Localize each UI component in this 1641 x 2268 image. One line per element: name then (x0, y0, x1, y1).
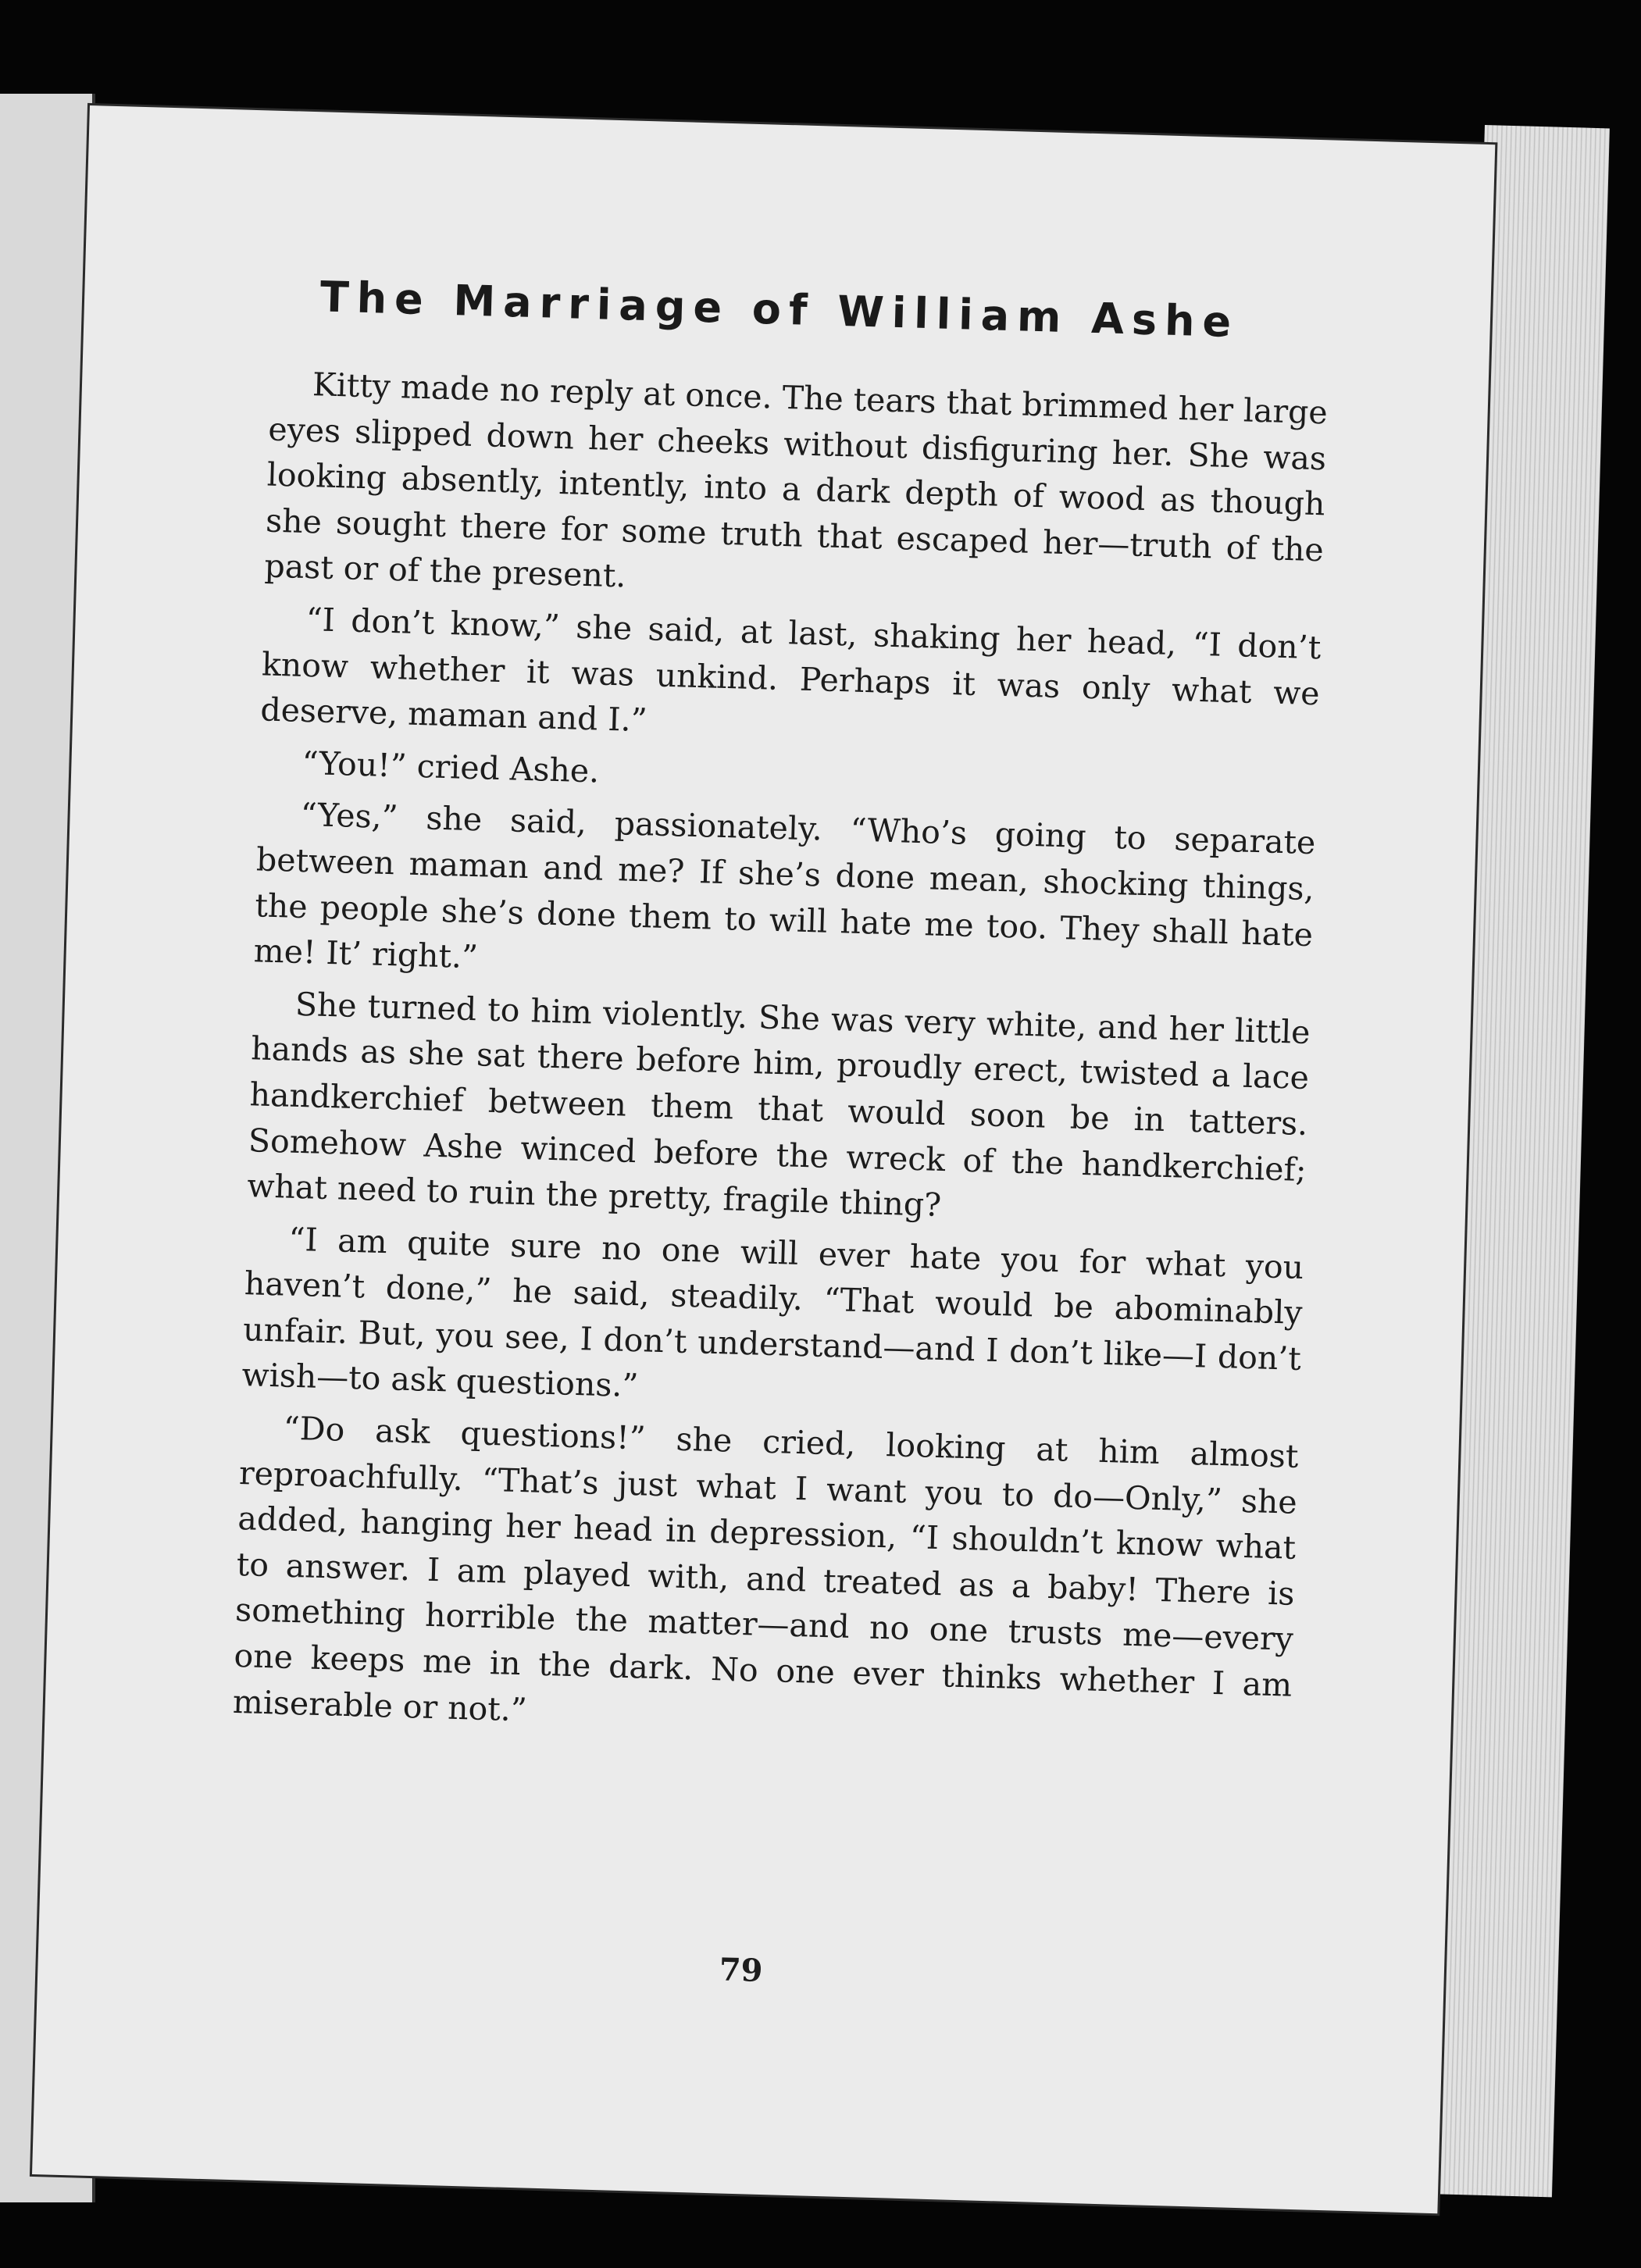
paragraph: “Do ask questions!” she cried, looking at him almost reproachfully. “That’s just what I want you to do—Only,” she added, hanging her head in depression, “I shouldn’t know what to answer. I am played with, and treated as a baby! There is something horrible the matter—and no one trusts me—every one keeps me in the dark. No one ever thinks whether I am miserable or not.” (232, 1409, 1299, 1729)
page-number: 79 (719, 1951, 764, 1989)
running-head: The Marriage of William Ashe (319, 272, 1240, 348)
paragraph: “You!” cried Ashe. (301, 744, 600, 790)
paragraph: She turned to him violently. She was very white, and her little hands as she sat there before him, proudly erect, twisted a lace handkerchief between them that would soon be in tatters. Somehow Ashe winced before the wreck of the handkerchief; what need to ruin the pretty, fragile thing? (246, 985, 1311, 1225)
book-page (32, 105, 1495, 2213)
paragraph: “Yes,” she said, passionately. “Who’s going to separate between maman and me? If she’s done mean, shocking things, the people she’s done them to will hate me too. They shall hate me! It’ right.” (253, 796, 1316, 976)
paragraph: “I am quite sure no one will ever hate you for what you haven’t done,” he said, steadily. “That would be abominably unfair. But, you see, I don’t understand—and I don’t like—I don’t wish—to ask questions.” (241, 1220, 1304, 1405)
paragraph: “I don’t know,” she said, at last, shaking her head, “I don’t know whether it was unkind. Perhaps it was only what we deserve, maman and I.” (259, 600, 1322, 740)
paragraph: Kitty made no reply at once. The tears that brimmed her large eyes slipped down her cheeks without disfiguring her. She was looking absently, intently, into a dark depth of wood as though she sought there for some truth that escaped her—truth of the past or of the present. (263, 366, 1329, 595)
body-text (232, 361, 1328, 1760)
